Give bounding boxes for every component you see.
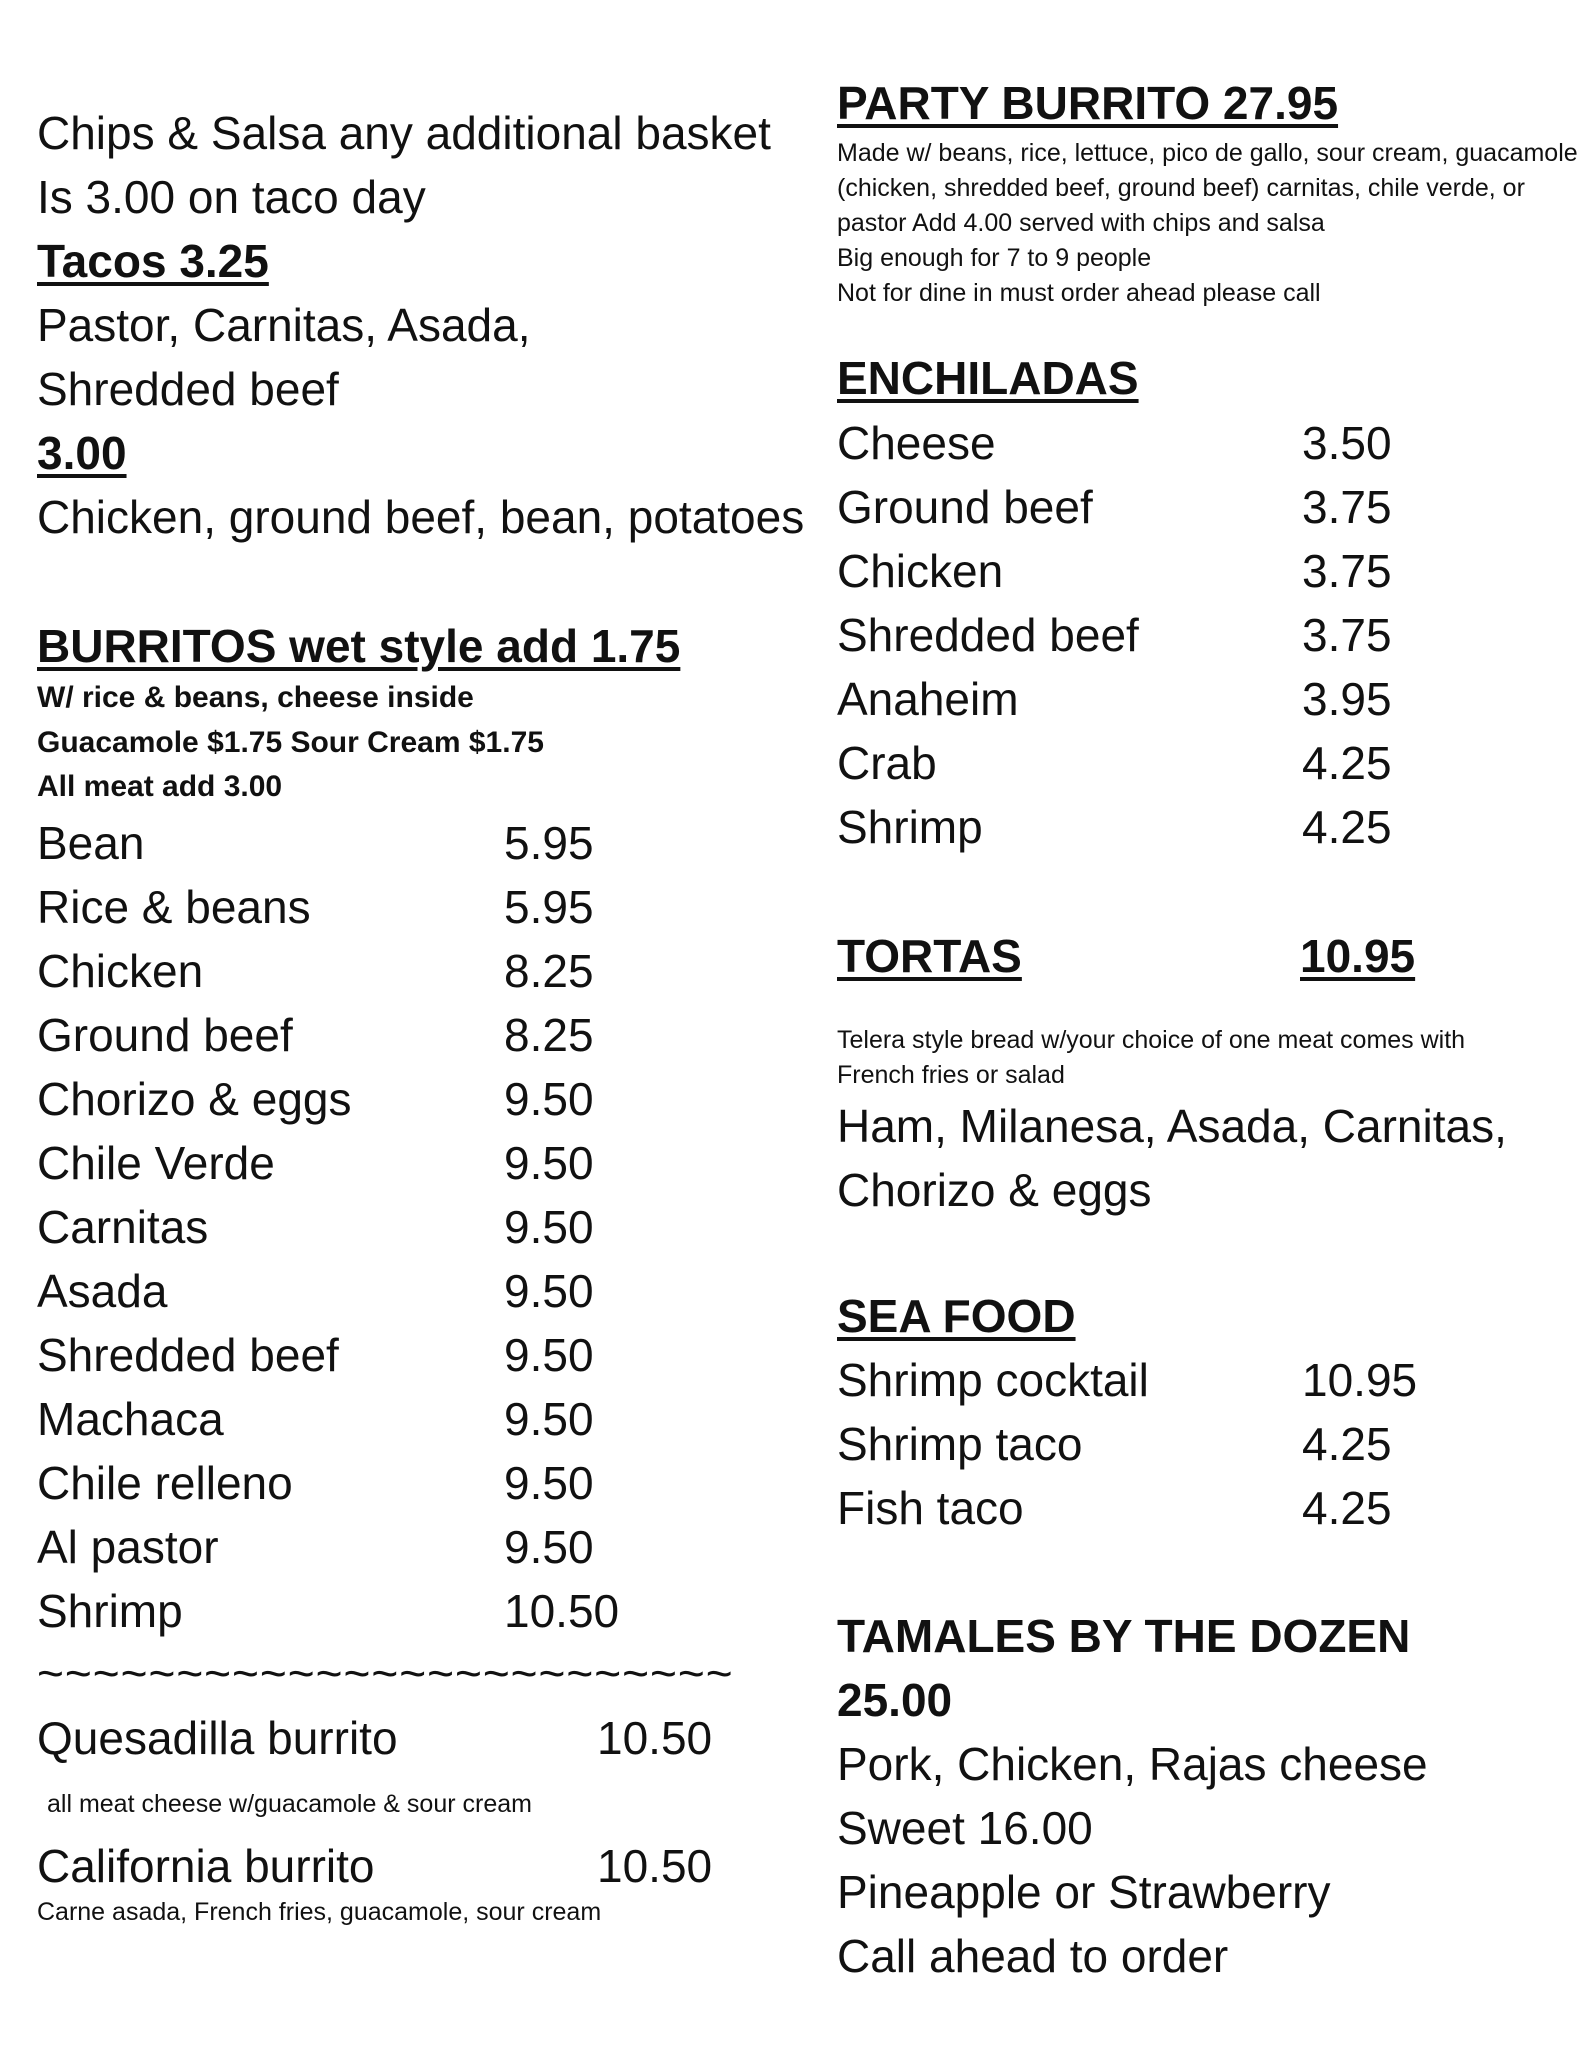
menu-row	[837, 417, 1392, 469]
item-name: California burrito	[37, 1840, 375, 1892]
party-desc-1: Made w/ beans, rice, lettuce, pico de gallo, sour cream, guacamole	[837, 139, 1578, 167]
menu-row	[837, 481, 1392, 533]
menu-row	[37, 881, 594, 933]
california-burrito-row	[37, 1840, 713, 1892]
tortas-list-2: Chorizo & eggs	[837, 1164, 1152, 1216]
menu-row	[37, 1329, 594, 1381]
item-price: 3.50	[1302, 417, 1392, 469]
tamales-line-2: Sweet 16.00	[837, 1802, 1093, 1854]
item-name: Fish taco	[837, 1482, 1024, 1534]
tacos-price-2: 3.00	[37, 427, 127, 479]
item-name: Carnitas	[37, 1201, 209, 1253]
menu-row	[837, 1354, 1418, 1406]
item-price: 9.50	[504, 1201, 594, 1253]
tortas-desc-1: Telera style bread w/your choice of one meat comes with	[837, 1026, 1466, 1054]
item-name: Ground beef	[37, 1009, 293, 1061]
menu-row	[37, 1265, 594, 1317]
menu-row	[37, 1009, 594, 1061]
item-price: 9.50	[504, 1521, 594, 1573]
chips-salsa-note-2: Is 3.00 on taco day	[37, 171, 426, 223]
item-price: 4.25	[1302, 1482, 1392, 1534]
menu-row	[837, 673, 1392, 725]
tamales-price: 25.00	[837, 1674, 953, 1726]
menu-row	[837, 801, 1392, 853]
menu-row	[37, 817, 594, 869]
item-name: Rice & beans	[37, 881, 311, 933]
item-name: Shrimp taco	[837, 1418, 1083, 1470]
menu-row	[37, 945, 594, 997]
burritos-note-3: All meat add 3.00	[37, 770, 283, 803]
item-price: 10.95	[1302, 1354, 1418, 1406]
menu-row	[837, 545, 1392, 597]
divider: ~~~~~~~~~~~~~~~~~~~~~~~~~	[37, 1647, 734, 1699]
burritos-note-1: W/ rice & beans, cheese inside	[37, 681, 474, 714]
item-price: 5.95	[504, 881, 594, 933]
party-desc-4: Big enough for 7 to 9 people	[837, 244, 1152, 272]
item-name: Shredded beef	[37, 1329, 339, 1381]
item-name: Anaheim	[837, 673, 1019, 725]
item-price: 8.25	[504, 1009, 594, 1061]
menu-row	[37, 1393, 594, 1445]
tortas-list-1: Ham, Milanesa, Asada, Carnitas,	[837, 1100, 1507, 1152]
tortas-price: 10.95	[1300, 930, 1416, 982]
california-desc: Carne asada, French fries, guacamole, sour cream	[37, 1898, 602, 1926]
item-name: Machaca	[37, 1393, 224, 1445]
menu-row	[37, 1137, 594, 1189]
item-price: 9.50	[504, 1329, 594, 1381]
menu-row	[837, 1482, 1392, 1534]
item-name: Chicken	[37, 945, 204, 997]
enchiladas-heading: ENCHILADAS	[837, 352, 1139, 404]
item-price: 4.25	[1302, 801, 1392, 853]
tacos-list-1b: Shredded beef	[37, 363, 339, 415]
menu-row	[37, 1585, 620, 1637]
item-price: 3.75	[1302, 545, 1392, 597]
item-name: Shredded beef	[837, 609, 1139, 661]
tamales-line-4: Call ahead to order	[837, 1930, 1229, 1982]
quesadilla-burrito-row	[37, 1712, 713, 1764]
menu-row	[837, 737, 1392, 789]
item-name: Shrimp cocktail	[837, 1354, 1149, 1406]
tamales-line-3: Pineapple or Strawberry	[837, 1866, 1331, 1918]
chips-salsa-note: Chips & Salsa any additional basket	[37, 107, 771, 159]
item-price: 9.50	[504, 1137, 594, 1189]
item-name: Chile relleno	[37, 1457, 293, 1509]
item-price: 10.50	[597, 1840, 713, 1892]
item-name: Bean	[37, 817, 145, 869]
seafood-heading: SEA FOOD	[837, 1290, 1076, 1342]
burritos-heading: BURRITOS wet style add 1.75	[37, 620, 681, 672]
menu-row	[837, 609, 1392, 661]
tortas-desc-2: French fries or salad	[837, 1061, 1065, 1089]
item-name: Crab	[837, 737, 937, 789]
item-price: 3.95	[1302, 673, 1392, 725]
item-name: Quesadilla burrito	[37, 1712, 398, 1764]
burritos-note-2: Guacamole $1.75 Sour Cream $1.75	[37, 726, 544, 759]
item-name: Shrimp	[837, 801, 983, 853]
tacos-heading: Tacos 3.25	[37, 235, 269, 287]
item-name: Shrimp	[37, 1585, 183, 1637]
tamales-heading: TAMALES BY THE DOZEN	[837, 1610, 1411, 1662]
item-price: 9.50	[504, 1265, 594, 1317]
item-name: Chicken	[837, 545, 1004, 597]
item-name: Chorizo & eggs	[37, 1073, 352, 1125]
menu-row	[37, 1457, 594, 1509]
menu-row	[37, 1073, 594, 1125]
quesadilla-desc: all meat cheese w/guacamole & sour cream	[47, 1790, 532, 1818]
menu-row	[837, 1418, 1392, 1470]
item-price: 9.50	[504, 1393, 594, 1445]
tacos-list-1: Pastor, Carnitas, Asada,	[37, 299, 531, 351]
party-burrito-heading: PARTY BURRITO 27.95	[837, 77, 1339, 129]
item-name: Al pastor	[37, 1521, 219, 1573]
party-desc-5: Not for dine in must order ahead please call	[837, 279, 1321, 307]
item-price: 10.50	[504, 1585, 620, 1637]
item-price: 4.25	[1302, 737, 1392, 789]
item-name: Cheese	[837, 417, 996, 469]
menu-row	[37, 1521, 594, 1573]
item-price: 3.75	[1302, 481, 1392, 533]
item-name: Asada	[37, 1265, 168, 1317]
item-name: Chile Verde	[37, 1137, 275, 1189]
tortas-heading: TORTAS	[837, 930, 1022, 982]
tacos-list-2: Chicken, ground beef, bean, potatoes	[37, 491, 805, 543]
item-price: 9.50	[504, 1457, 594, 1509]
item-price: 8.25	[504, 945, 594, 997]
item-price: 5.95	[504, 817, 594, 869]
tortas-heading-row	[837, 930, 1416, 982]
item-price: 9.50	[504, 1073, 594, 1125]
item-price: 4.25	[1302, 1418, 1392, 1470]
party-desc-3: pastor Add 4.00 served with chips and salsa	[837, 209, 1325, 237]
party-desc-2: (chicken, shredded beef, ground beef) carnitas, chile verde, or	[837, 174, 1525, 202]
item-name: Ground beef	[837, 481, 1093, 533]
tamales-line-1: Pork, Chicken, Rajas cheese	[837, 1738, 1428, 1790]
item-price: 3.75	[1302, 609, 1392, 661]
item-price: 10.50	[597, 1712, 713, 1764]
menu-row	[37, 1201, 594, 1253]
